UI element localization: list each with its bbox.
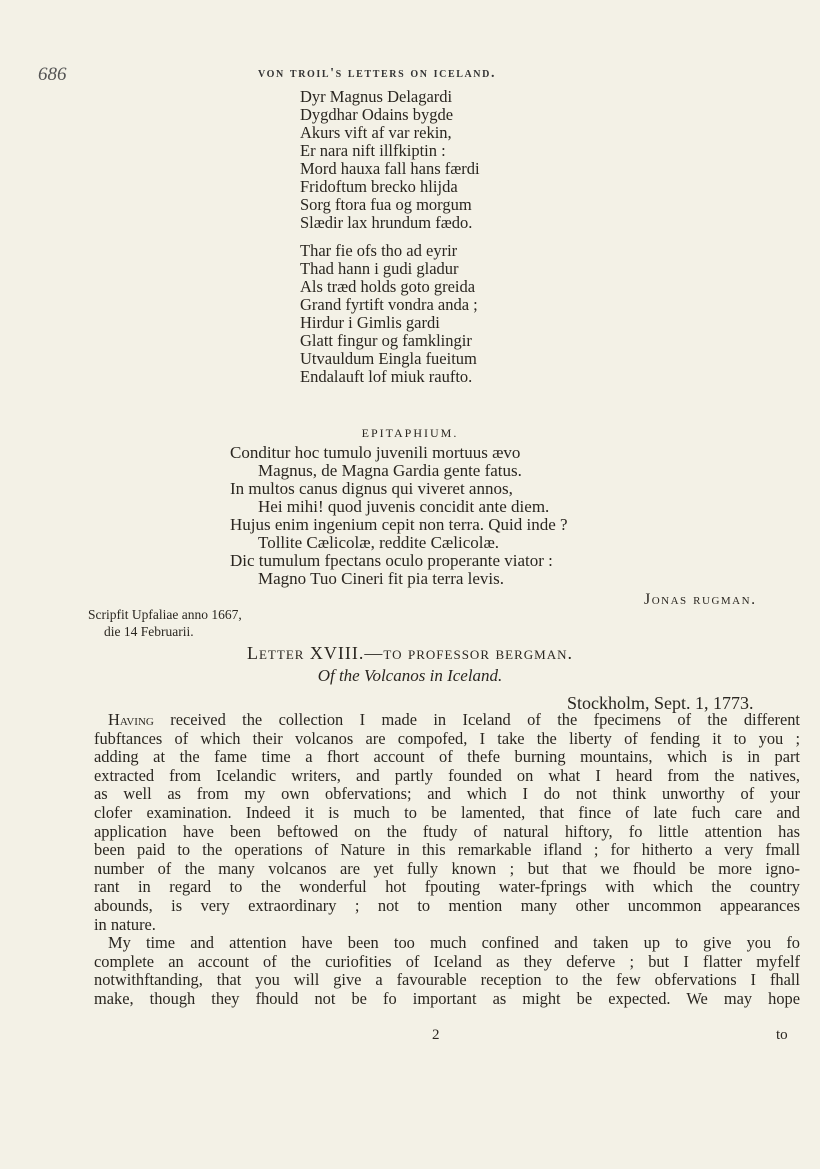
verse-line: Endalauft lof miuk raufto. [300,367,473,386]
body-line: number of the many volcanos are yet fully known ; but that we fhould be more igno- [94,858,800,878]
verse-line: Er nara nift illfkiptin : [300,141,446,160]
verse-line: Conditur hoc tumulo juvenili mortuus ævo [230,443,521,462]
verse-line: Dyr Magnus Delagardi [300,87,453,106]
date-note [88,606,242,640]
page-number: 686 [38,64,67,85]
body-line: My time and attention have been too much confined and taken up to give you fo [108,933,800,953]
body-line: adding at the fame time a fhort account of thefe burning mountains, which is in part [94,747,800,767]
verse-line: Slædir lax hrundum fædo. [300,213,473,232]
body-line: application have been beftowed on the ftudy of natural hiftory, fo little attention has [94,821,800,841]
body-line: rant in regard to the wonderful hot fpouting water-fprings with which the country [94,877,800,897]
epitaph-verse [230,444,568,588]
verse-line: Akurs vift af var rekin, [300,123,452,142]
verse-line: Dygdhar Odains bygde [300,105,454,124]
letter-body [94,711,800,1009]
poem-stanza-2 [300,242,478,386]
verse-line: Thad hann i gudi gladur [300,259,459,278]
body-line: abounds, is very extraordinary ; not to mention many other uncommon appearances [94,895,800,915]
body-line: notwithftanding, that you will give a favourable reception to the few obfervations I fhall [94,970,800,990]
body-line: as well as from my own obfervations; and which I do not think unworthy of your [94,784,800,804]
body-line: been paid to the operations of Nature in this remarkable ifland ; for hitherto a very fmall [94,840,800,860]
letter-subtitle: Of the Volcanos in Iceland. [317,666,503,685]
catchword: to [776,1027,788,1043]
opening-word: Having [108,710,154,729]
verse-line: Magno Tuo Cineri fit pia terra levis. [258,569,505,588]
body-line [94,711,800,730]
verse-line: Dic tumulum fpectans oculo properante viator : [230,551,553,570]
verse-line: Sorg ftora fua og morgum [300,195,472,214]
poem-stanza-1 [300,88,480,232]
body-line: fubftances of which their volcanos are compofed, I take the liberty of fending it to you ; [94,728,800,748]
body-line: clofer examination. Indeed it is much to be lamented, that fince of late fuch care and [94,802,800,822]
verse-line: Glatt fingur og famklingir [300,331,472,350]
verse-line: Mord hauxa fall hans færdi [300,159,480,178]
verse-line: Utvauldum Eingla fueitum [300,349,477,368]
verse-line: Als træd holds goto greida [300,277,476,296]
running-title: von troil's letters on iceland. [258,66,497,81]
epitaph-title: EPITAPHIUM. [361,426,459,440]
verse-line: Hujus enim ingenium cepit non terra. Quid inde ? [230,515,568,534]
verse-line: Grand fyrtift vondra anda ; [300,295,478,314]
verse-line: Tollite Cælicolæ, reddite Cælicolæ. [258,533,500,552]
verse-line: In multos canus dignus qui viveret annos, [230,479,513,498]
verse-line: Thar fie ofs tho ad eyrir [300,241,458,260]
author-signature: Jonas rugman. [644,591,757,608]
line-text: received the collection I made in Iceland of the fpecimens of the different [153,710,800,729]
body-line: make, though they fhould not be fo important as might be expected. We may hope [94,988,800,1008]
body-line: extracted from Icelandic writers, and partly founded on what I heard from the natives, [94,765,800,785]
signature-mark: 2 [432,1027,440,1043]
verse-line: Hei mihi! quod juvenis concidit ante diem. [258,497,550,516]
note-line: die 14 Februarii. [104,624,194,639]
note-line: Scripfit Upfaliae anno 1667, [88,607,242,622]
body-line: complete an account of the curiofities of Iceland as they deferve ; but I flatter myfelf [94,951,800,971]
letter-title: Letter XVIII.—to professor bergman. [247,643,573,663]
letter-dateline: Stockholm, Sept. 1, 1773. [567,693,754,713]
verse-line: Magnus, de Magna Gardia gente fatus. [258,461,522,480]
body-line: in nature. [94,914,156,934]
verse-line: Fridoftum brecko hlijda [300,177,458,196]
verse-line: Hirdur i Gimlis gardi [300,313,440,332]
